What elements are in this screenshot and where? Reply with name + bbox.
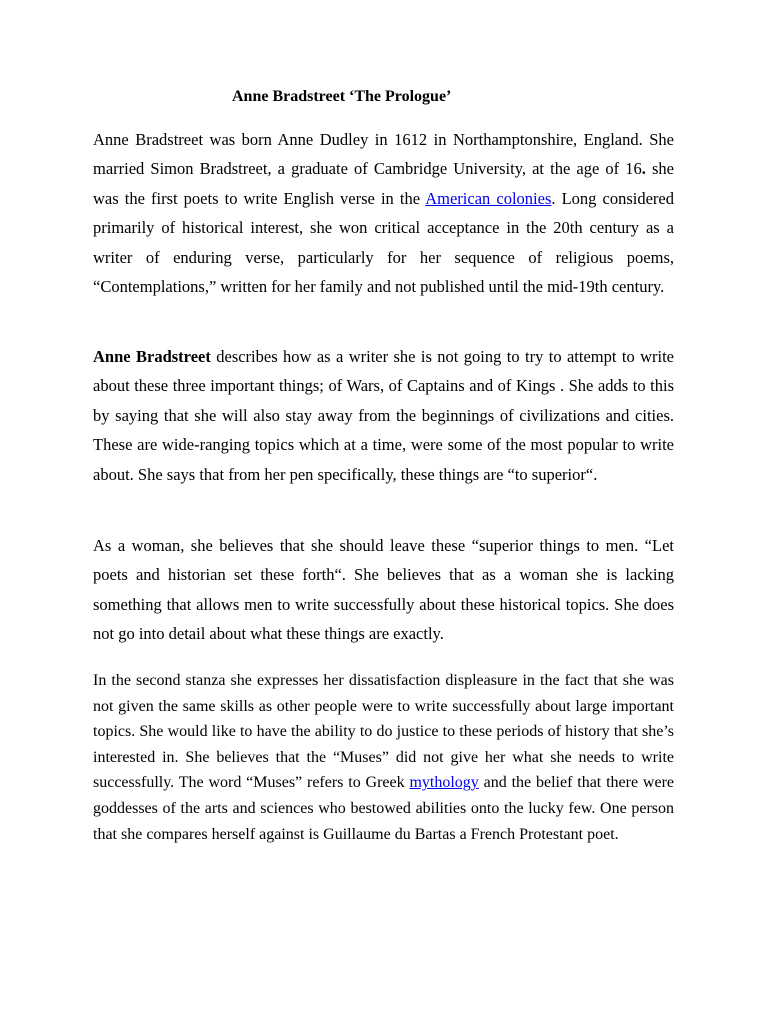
paragraph-second-stanza-text-b: and the belief that there were goddesses of the arts and sciences who bestowed abilities onto the lucky few. One person that she compares herself against is Guillaume du Bartas a French Protestant poet. — [93, 774, 674, 843]
mythology-link[interactable]: mythology — [409, 774, 479, 792]
paragraph-biography — [93, 125, 674, 301]
paragraph-topics-text: describes how as a writer she is not going to try to attempt to write about these three important things; of Wars, of Captains and of Kings . She adds to this by saying that she will also stay away from the beginnings of civilizations and cities. These are wide-ranging topics which at a time, were some of the most popular to write about. She says that from her pen specifically, these things are “to superior“. — [93, 347, 674, 484]
paragraph-woman-text: As a woman, she believes that she should leave these “superior things to men. “Let poets and historian set these forth“. She believes that as a woman she is lacking something that allows men to write successfully about these historical topics. She does not go into detail about what these things are exactly. — [93, 536, 674, 644]
paragraph-biography-text-b: she was the first poets to write English verse in the — [93, 159, 674, 208]
document-title: Anne Bradstreet ‘The Prologue’ — [232, 88, 452, 105]
paragraph-second-stanza — [93, 668, 674, 847]
paragraph-biography-text-c: . Long considered primarily of historical interest, she won critical acceptance in the 20th century as a writer of enduring verse, particularly for her sequence of religious poems, “Contemplations,” written for her family and not published until the mid-19th century. — [93, 188, 674, 297]
paragraph-topics — [93, 342, 674, 489]
paragraph-topics-bold-name: Anne Bradstreet — [93, 347, 211, 366]
paragraph-woman — [93, 531, 674, 649]
paragraph-second-stanza-text-a: In the second stanza she expresses her dissatisfaction displeasure in the fact that she was not given the same skills as other people were to write successfully about large important topics. She would like to have the ability to do justice to these periods of history that she’s interested in. She believes that the “Muses” did not give her what she needs to write successfully. The word “Muses” refers to Greek — [93, 672, 674, 792]
american-colonies-link[interactable]: American colonies — [425, 188, 552, 208]
paragraph-biography-text-a: Anne Bradstreet was born Anne Dudley in 1612 in Northamptonshire, England. She married Simon Bradstreet, a graduate of Cambridge University, at the age of 16 — [93, 130, 674, 179]
paragraph-biography-bold-dot: . — [641, 159, 646, 179]
